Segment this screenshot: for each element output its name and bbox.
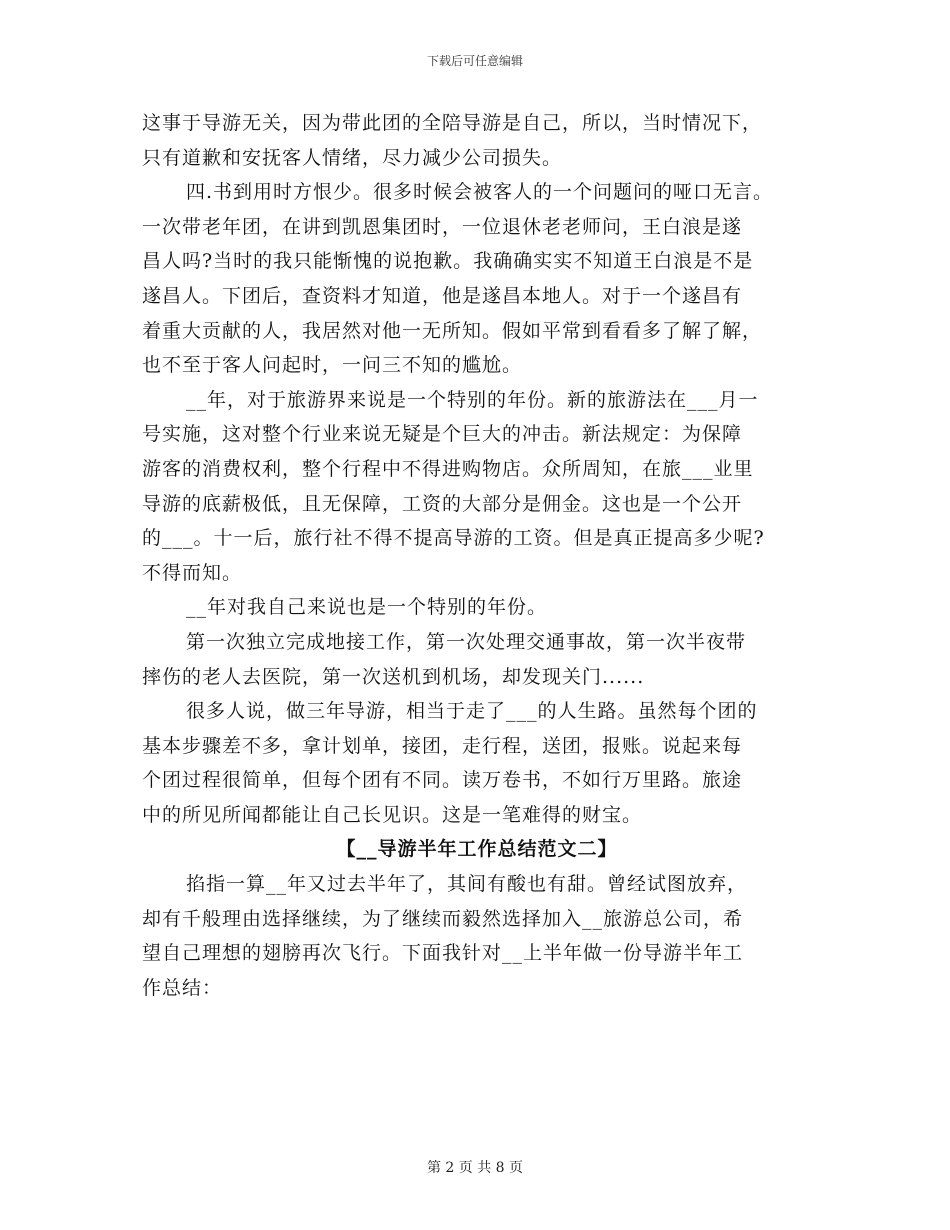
document-body bbox=[142, 106, 832, 1005]
text-line: 游客的消费权利，整个行程中不得进购物店。众所周知，在旅___业里 bbox=[142, 457, 754, 480]
text-line: 望自己理想的翅膀再次飞行。下面我针对__上半年做一份导游半年工 bbox=[142, 942, 744, 965]
text-line: 不得而知。 bbox=[142, 561, 243, 584]
text-line: 昌人吗?当时的我只能惭愧的说抱歉。我确确实实不知道王白浪是不是 bbox=[142, 250, 754, 273]
page-header: 下载后可任意编辑 bbox=[426, 54, 523, 68]
text-line: 个团过程很简单，但每个团有不同。读万卷书，不如行万里路。旅途 bbox=[142, 769, 743, 792]
text-line: 着重大贡献的人，我居然对他一无所知。假如平常到看看多了解了解， bbox=[142, 319, 763, 342]
paragraph-start: 很多人说，做三年导游，相当于走了___的人生路。虽然每个团的 bbox=[186, 700, 758, 723]
text-line: 却有千般理由选择继续，为了继续而毅然选择加入__旅游总公司，希 bbox=[142, 907, 744, 930]
text-line: 基本步骤差不多，拿计划单，接团，走行程，送团，报账。说起来每 bbox=[142, 734, 743, 757]
text-line: 也不至于客人问起时，一问三不知的尴尬。 bbox=[142, 354, 523, 377]
paragraph-start: 四.书到用时方恨少。很多时候会被客人的一个问题问的哑口无言。 bbox=[186, 181, 774, 204]
text-line: 号实施，这对整个行业来说无疑是个巨大的冲击。新法规定：为保障 bbox=[142, 423, 743, 446]
paragraph-start: __年，对于旅游界来说是一个特别的年份。新的旅游法在___月一 bbox=[186, 388, 759, 411]
paragraph-start: 第一次独立完成地接工作，第一次处理交通事故，第一次半夜带 bbox=[186, 630, 747, 653]
paragraph-start: 掐指一算__年又过去半年了，其间有酸也有甜。曾经试图放弃， bbox=[186, 873, 748, 896]
text-line: 导游的底薪极低，且无保障，工资的大部分是佣金。这也是一个公开 bbox=[142, 492, 743, 515]
text-line: 一次带老年团，在讲到凯恩集团时，一位退休老老师问，王白浪是遂 bbox=[142, 215, 743, 238]
page-number: 第 2 页 共 8 页 bbox=[426, 1160, 524, 1176]
text-line: 摔伤的老人去医院，第一次送机到机场，却发现关门...... bbox=[142, 665, 645, 688]
text-line: 的___。十一后，旅行社不得不提高导游的工资。但是真正提高多少呢? bbox=[142, 527, 765, 550]
section-title: 【__导游半年工作总结范文二】 bbox=[336, 838, 618, 861]
text-line: 作总结： bbox=[142, 976, 223, 999]
text-line: 这事于导游无关，因为带此团的全陪导游是自己，所以，当时情况下， bbox=[142, 112, 763, 134]
text-line: 遂昌人。下团后，查资料才知道，他是遂昌本地人。对于一个遂昌有 bbox=[142, 284, 743, 307]
text-line: 只有道歉和安抚客人情绪，尽力减少公司损失。 bbox=[142, 146, 563, 169]
text-line: 中的所见所闻都能让自己长见识。这是一笔难得的财宝。 bbox=[142, 803, 643, 826]
paragraph-start: __年对我自己来说也是一个特别的年份。 bbox=[186, 596, 548, 619]
